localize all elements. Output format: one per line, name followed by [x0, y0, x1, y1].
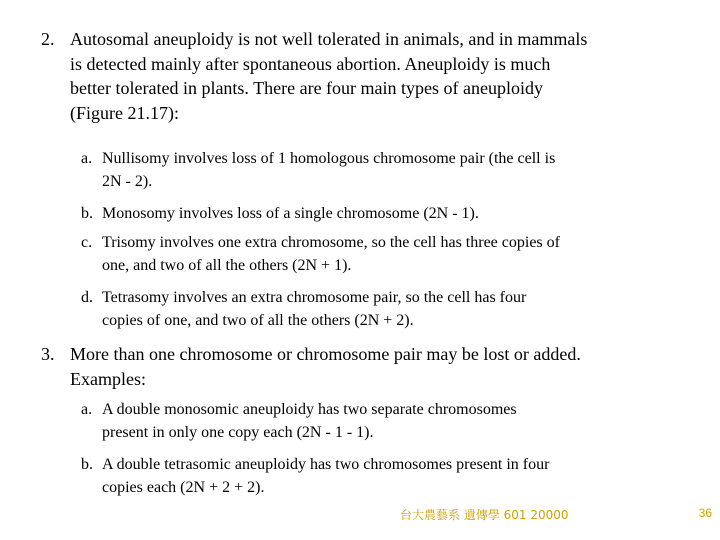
sublist-letter: b.	[81, 205, 93, 222]
footer-text: 台大農藝系 遺傳學 601 20000	[400, 508, 569, 522]
list-item-3	[41, 342, 691, 391]
list-number: 3.	[41, 344, 55, 364]
sublist-item-2c	[81, 231, 691, 277]
sublist-item-text: A double tetrasomic aneuploidy has two chromosomes present in four copies each (2N + 2 + 2).	[102, 456, 550, 496]
list-item-text: Autosomal aneuploidy is not well tolerated in animals, and in mammals is detected mainly after spontaneous abortion. Aneuploidy is much better tolerated in plants. There are four main types of aneuploidy (Figure 21.17):	[70, 29, 588, 123]
sublist-item-text: Monosomy involves loss of a single chromosome (2N - 1).	[102, 205, 479, 222]
sublist-item-text: Trisomy involves one extra chromosome, so the cell has three copies of one, and two of all the others (2N + 1).	[102, 234, 560, 274]
page-number: 36	[698, 506, 712, 520]
sublist-item-3a	[81, 398, 691, 444]
sublist-item-2d	[81, 286, 691, 332]
sublist-letter: b.	[81, 456, 93, 473]
sublist-item-2b	[81, 202, 691, 225]
sublist-item-text: Nullisomy involves loss of 1 homologous chromosome pair (the cell is 2N - 2).	[102, 150, 556, 190]
sublist-item-text: A double monosomic aneuploidy has two separate chromosomes present in only one copy each (2N - 1 - 1).	[102, 401, 517, 441]
sublist-letter: c.	[81, 234, 93, 251]
sublist-letter: d.	[81, 289, 93, 306]
list-item-2	[41, 27, 691, 125]
sublist-item-2a	[81, 147, 691, 193]
list-item-text: More than one chromosome or chromosome pair may be lost or added. Examples:	[70, 344, 581, 389]
list-number: 2.	[41, 29, 55, 49]
sublist-item-3b	[81, 453, 691, 499]
sublist-item-text: Tetrasomy involves an extra chromosome pair, so the cell has four copies of one, and two of all the others (2N + 2).	[102, 289, 527, 329]
sublist-letter: a.	[81, 150, 93, 167]
sublist-letter: a.	[81, 401, 93, 418]
